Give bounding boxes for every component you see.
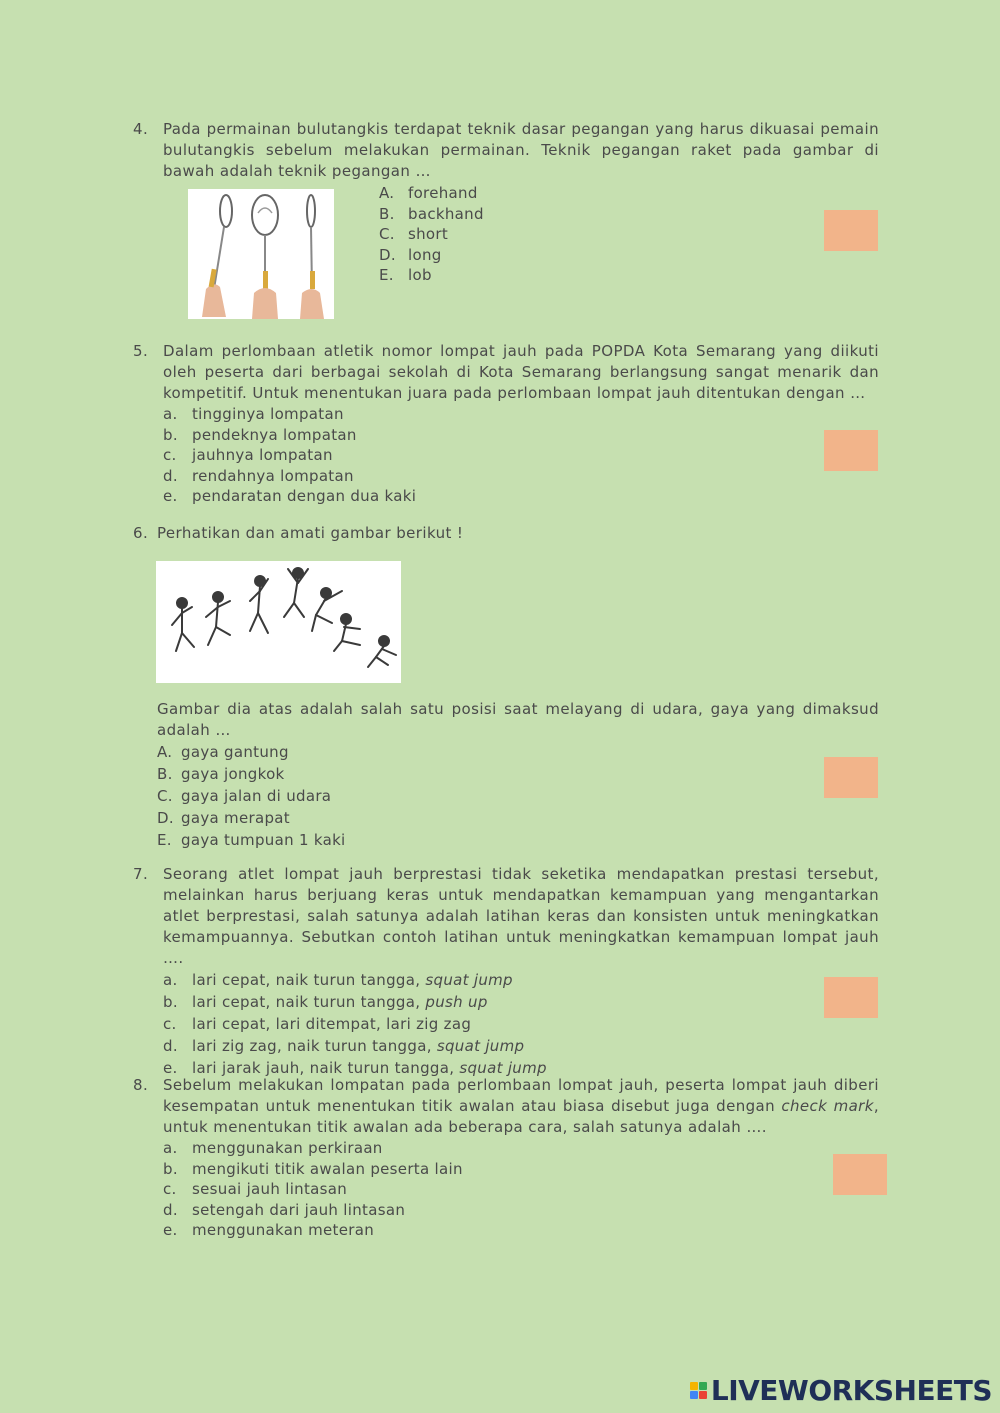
question-text: Perhatikan dan amati gambar berikut !	[157, 524, 464, 542]
option: b. lari cepat, naik turun tangga, push up	[163, 993, 488, 1011]
question-number: 7.	[133, 865, 149, 883]
option: d. lari zig zag, naik turun tangga, squat jump	[163, 1037, 525, 1055]
long-jump-sequence-image	[156, 561, 401, 683]
question-6	[133, 523, 879, 544]
option: e. lari jarak jauh, naik turun tangga, squat jump	[163, 1059, 547, 1077]
option: e. pendaratan dengan dua kaki	[163, 487, 417, 505]
answer-input-q8[interactable]	[833, 1154, 887, 1195]
answer-input-q5[interactable]	[824, 430, 878, 471]
question-number: 6.	[133, 524, 149, 542]
options-q6	[157, 741, 879, 851]
options-q5	[133, 404, 879, 507]
option: E. lob	[379, 266, 432, 284]
answer-input-q7[interactable]	[824, 977, 878, 1018]
option: a. tingginya lompatan	[163, 405, 344, 423]
question-8	[133, 1075, 879, 1241]
option: B. backhand	[379, 204, 484, 223]
question-number: 5.	[133, 342, 149, 360]
question-4	[133, 119, 879, 182]
option: c. lari cepat, lari ditempat, lari zig zag	[163, 1015, 472, 1033]
question-5	[133, 341, 879, 507]
question-6-followup	[157, 699, 879, 851]
options-q4	[379, 183, 579, 286]
answer-input-q4[interactable]	[824, 210, 878, 251]
option: C. gaya jalan di udara	[157, 787, 332, 805]
option: b. mengikuti titik awalan peserta lain	[163, 1159, 463, 1178]
option: e. menggunakan meteran	[163, 1221, 375, 1239]
question-text: Sebelum melakukan lompatan pada perlombaan lompat jauh, peserta lompat jauh diberi kesempatan untuk menentukan titik awalan atau biasa disebut juga dengan check mark, untuk menentukan titik awalan ada beberapa cara, salah satunya adalah ….	[163, 1076, 879, 1136]
question-7	[133, 864, 879, 1079]
option: d. setengah dari jauh lintasan	[163, 1200, 406, 1219]
question-text: Seorang atlet lompat jauh berprestasi tidak seketika mendapatkan prestasi tersebut, melainkan harus berjuang keras untuk mendapatkan kemampuan yang mengantarkan atlet berprestasi, salah satunya adalah latihan keras dan konsisten untuk meningkatkan kemampuannya. Sebutkan contoh latihan untuk meningkatkan kemampuan lompat jauh ….	[163, 865, 879, 967]
question-number: 4.	[133, 120, 149, 138]
question-text: Dalam perlombaan atletik nomor lompat jauh pada POPDA Kota Semarang yang diikuti oleh peserta dari berbagai sekolah di Kota Semarang berlangsung sangat menarik dan kompetitif. Untuk menentukan juara pada perlombaan lompat jauh ditentukan dengan …	[163, 342, 879, 402]
answer-input-q6[interactable]	[824, 757, 878, 798]
option: B. gaya jongkok	[157, 765, 285, 783]
option: A. forehand	[379, 184, 478, 202]
option: d. rendahnya lompatan	[163, 466, 354, 485]
option: c. jauhnya lompatan	[163, 446, 333, 464]
option: a. menggunakan perkiraan	[163, 1139, 383, 1157]
option: a. lari cepat, naik turun tangga, squat jump	[163, 971, 513, 989]
option: C. short	[379, 225, 449, 243]
option: D. long	[379, 245, 442, 264]
option: c. sesuai jauh lintasan	[163, 1180, 348, 1198]
question-text: Pada permainan bulutangkis terdapat teknik dasar pegangan yang harus dikuasai pemain bulutangkis sebelum melakukan permainan. Teknik pegangan raket pada gambar di bawah adalah teknik pegangan …	[163, 120, 879, 180]
options-q8	[133, 1138, 879, 1241]
option: E. gaya tumpuan 1 kaki	[157, 831, 346, 849]
options-q7	[133, 969, 879, 1079]
logo-text: LIVEWORKSHEETS	[710, 1374, 992, 1407]
liveworksheets-logo	[690, 1374, 992, 1407]
option: b. pendeknya lompatan	[163, 425, 357, 444]
racket-grip-image	[188, 189, 334, 319]
option: D. gaya merapat	[157, 809, 290, 827]
option: A. gaya gantung	[157, 743, 289, 761]
question-number: 8.	[133, 1076, 149, 1094]
logo-mark-icon	[690, 1382, 707, 1399]
question-text: Gambar dia atas adalah salah satu posisi saat melayang di udara, gaya yang dimaksud adalah …	[157, 700, 879, 739]
